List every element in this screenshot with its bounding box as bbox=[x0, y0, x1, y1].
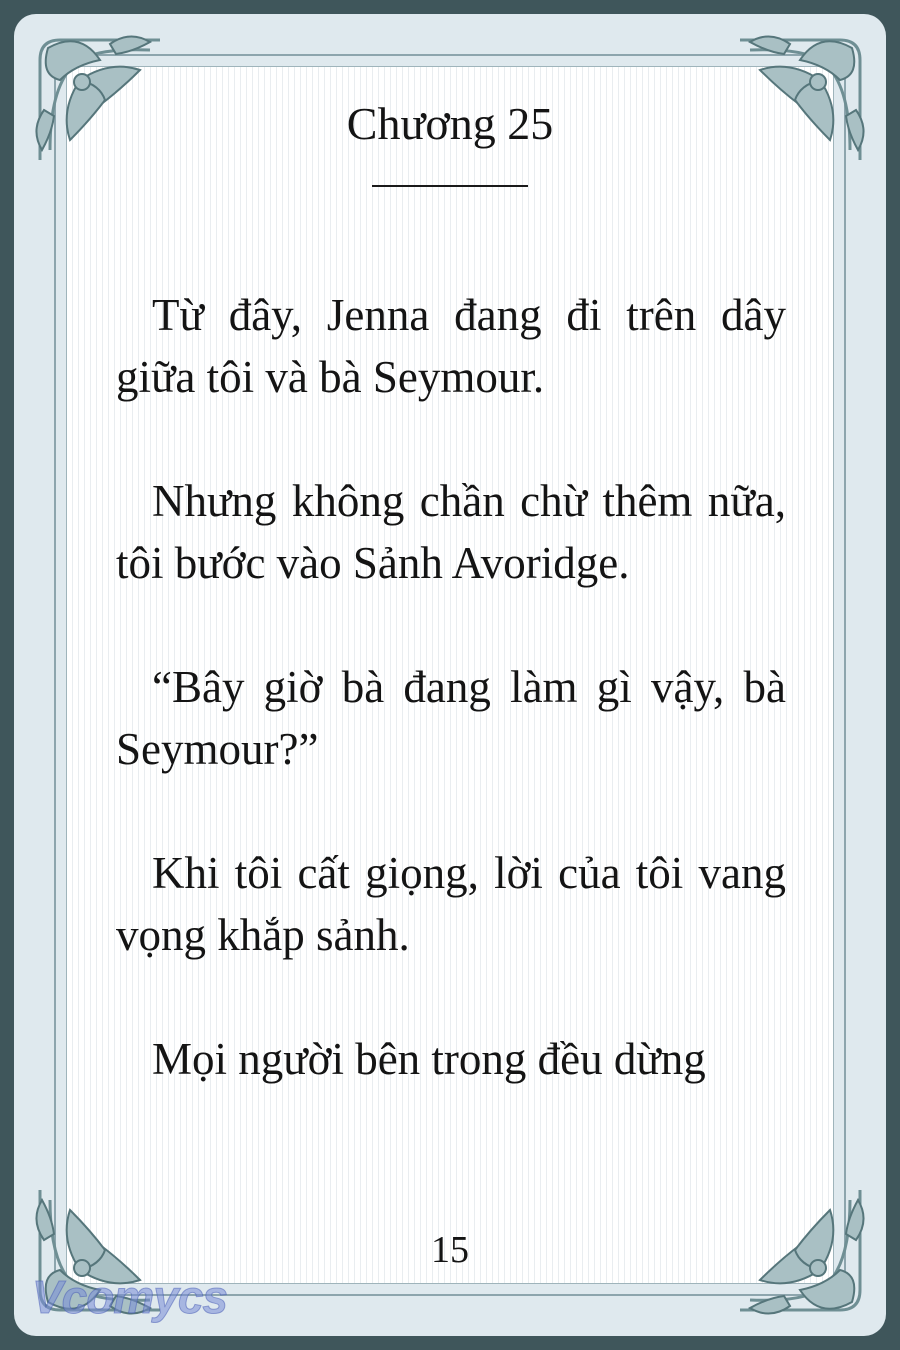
chapter-title: Chương 25 bbox=[346, 98, 554, 149]
watermark-logo: Vcomycs bbox=[32, 1271, 228, 1323]
paragraph: Nhưng không chần chừ thêm nữa, tôi bước vào Sảnh Avoridge. bbox=[116, 476, 786, 588]
paragraph: Từ đây, Jenna đang đi trên dây giữa tôi và bà Seymour. bbox=[116, 290, 786, 402]
paragraph: “Bây giờ bà đang làm gì vậy, bà Seymour?” bbox=[116, 662, 786, 774]
page-number: 15 bbox=[431, 1229, 469, 1271]
story-text bbox=[116, 284, 786, 1090]
paragraph: Mọi người bên trong đều dừng bbox=[152, 1034, 706, 1084]
title-divider bbox=[372, 185, 528, 187]
paragraph: Khi tôi cất giọng, lời của tôi vang vọng khắp sảnh. bbox=[116, 848, 786, 960]
